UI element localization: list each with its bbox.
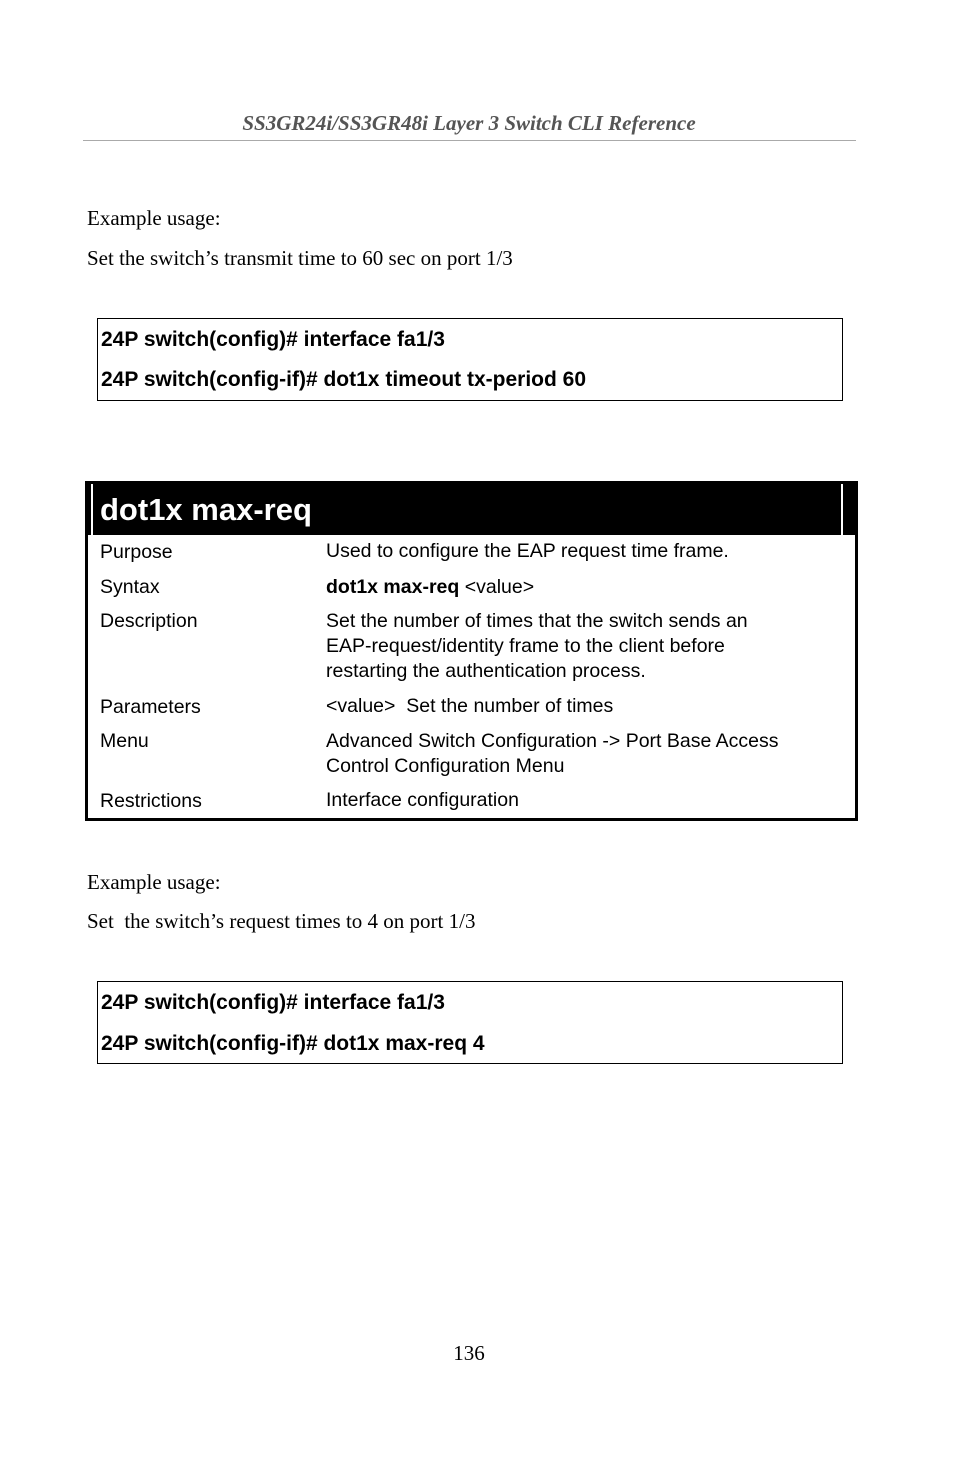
code-line: 24P switch(config)# interface fa1/3 [101, 991, 445, 1014]
code-line: 24P switch(config-if)# dot1x timeout tx-period 60 [101, 368, 587, 391]
code-line: 24P switch(config-if)# dot1x max-req 4 [101, 1032, 485, 1055]
command-title: dot1x max-req [100, 492, 312, 527]
restrictions-value: Interface configuration [326, 789, 519, 811]
page-number: 136 [453, 1341, 485, 1365]
menu-label: Menu [100, 730, 149, 752]
parameters-value: <value> Set the number of times [326, 695, 614, 717]
description-line: Set the number of times that the switch sends an [326, 610, 748, 632]
description-line: EAP-request/identity frame to the client before [326, 635, 725, 657]
code-line: 24P switch(config)# interface fa1/3 [101, 328, 445, 351]
title-bar-separator [91, 484, 93, 535]
example-description: Set the switch’s transmit time to 60 sec on port 1/3 [87, 246, 513, 270]
syntax-label: Syntax [100, 576, 160, 598]
example-usage-label: Example usage: [87, 870, 221, 894]
menu-value [326, 729, 846, 779]
command-table [85, 481, 858, 821]
code-box [97, 318, 843, 401]
title-bar-separator [841, 484, 843, 535]
header-rule [83, 140, 856, 141]
code-box [97, 981, 843, 1064]
description-label: Description [100, 610, 198, 632]
restrictions-label: Restrictions [100, 790, 202, 812]
syntax-command: dot1x max-req [326, 576, 460, 598]
menu-line: Control Configuration Menu [326, 755, 565, 777]
description-line: restarting the authentication process. [326, 660, 646, 682]
example-usage-label: Example usage: [87, 206, 221, 230]
purpose-value: Used to configure the EAP request time frame. [326, 540, 729, 562]
purpose-label: Purpose [100, 541, 173, 563]
description-value [326, 609, 846, 684]
syntax-argument: <value> [459, 576, 535, 598]
syntax-value [326, 575, 846, 600]
running-header: SS3GR24i/SS3GR48i Layer 3 Switch CLI Reference [242, 111, 696, 135]
command-title-bar [88, 484, 855, 535]
parameters-label: Parameters [100, 696, 201, 718]
menu-line: Advanced Switch Configuration -> Port Base Access [326, 730, 779, 752]
example-description: Set the switch’s request times to 4 on port 1/3 [87, 909, 476, 933]
